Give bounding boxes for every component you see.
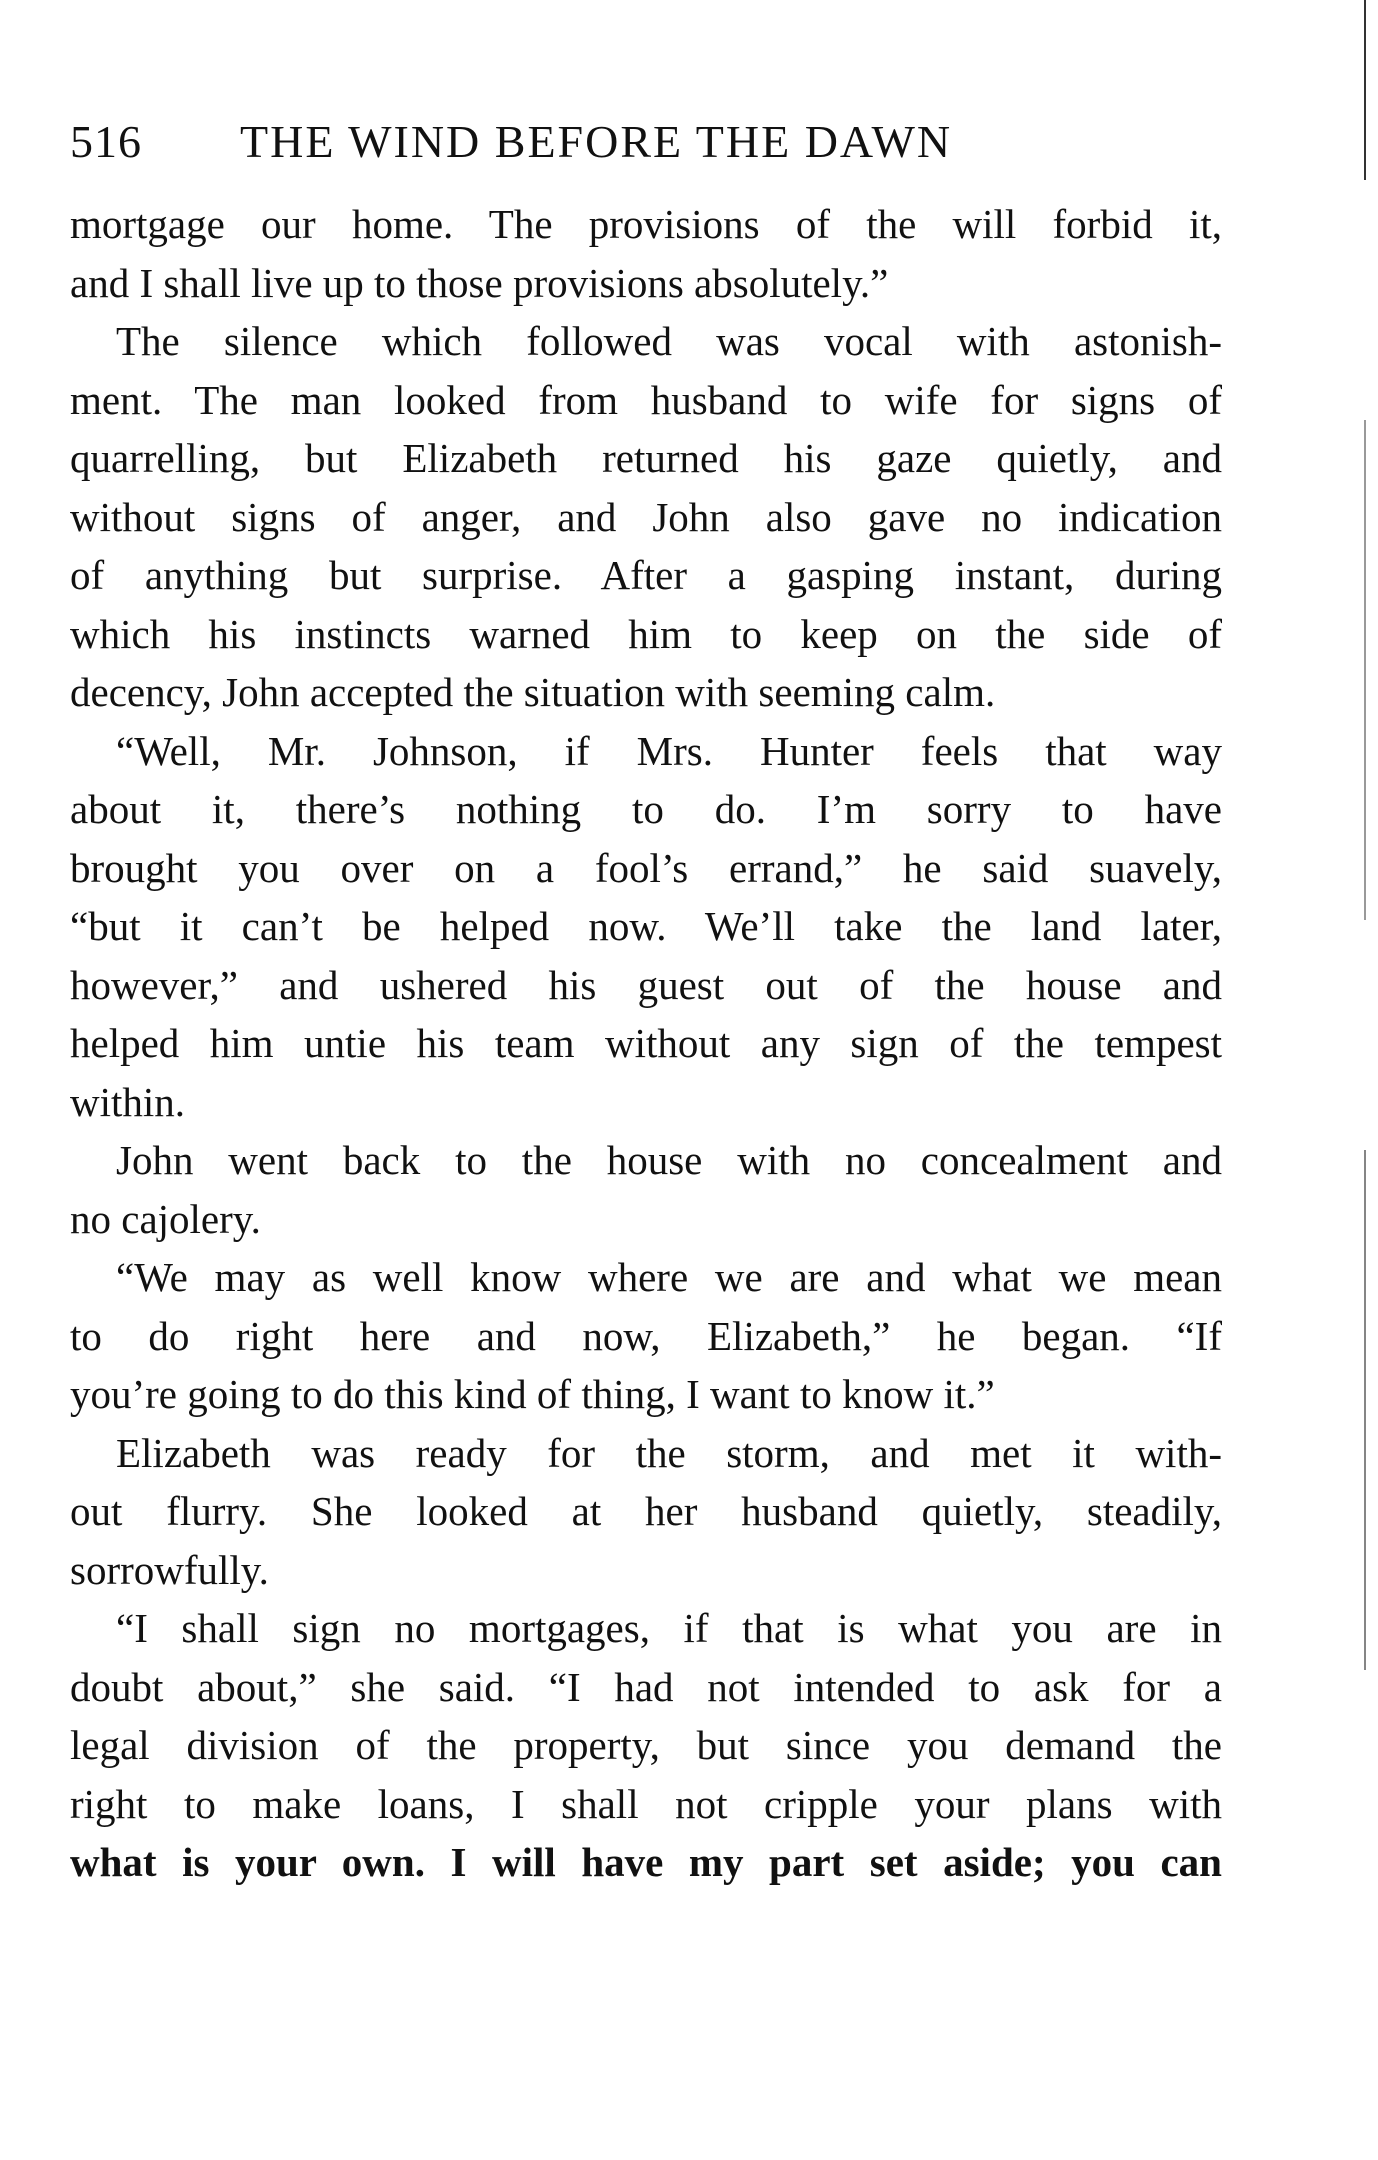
- text-line: sorrowfully.: [70, 1546, 269, 1593]
- edge-mark: [1364, 0, 1366, 180]
- text-line: quarrelling, but Elizabeth returned his gaze quietly, and: [70, 435, 1222, 481]
- text-line: The silence which followed was vocal with astonish-: [116, 318, 1222, 364]
- text-line: “I shall sign no mortgages, if that is what you are in: [116, 1605, 1222, 1651]
- edge-mark: [1364, 420, 1366, 920]
- text-line: “Well, Mr. Johnson, if Mrs. Hunter feels that way: [116, 727, 1222, 774]
- text-line: legal division of the property, but since you demand the: [70, 1722, 1222, 1768]
- text-line: however,” and ushered his guest out of the house and: [70, 961, 1222, 1008]
- text-line: out flurry. She looked at her husband quietly, steadily,: [70, 1488, 1222, 1534]
- text-line: helped him untie his team without any sign of the tempest: [70, 1020, 1222, 1066]
- text-line: without signs of anger, and John also gave no indication: [70, 493, 1222, 540]
- running-title: THE WIND BEFORE THE DAWN: [240, 116, 953, 167]
- page-edge-scan-marks: [1358, 0, 1370, 2160]
- page-number: 516: [70, 116, 142, 167]
- text-line: “We may as well know where we are and what we mean: [116, 1254, 1222, 1300]
- text-line: you’re going to do this kind of thing, I want to know it.”: [70, 1371, 995, 1417]
- text-line: to do right here and now, Elizabeth,” he began. “If: [70, 1312, 1222, 1359]
- text-line: decency, John accepted the situation with seeming calm.: [70, 669, 996, 715]
- text-line: right to make loans, I shall not cripple your plans with: [70, 1780, 1222, 1827]
- text-line: mortgage our home. The provisions of the will forbid it,: [70, 201, 1222, 247]
- text-line: Elizabeth was ready for the storm, and met it with-: [116, 1429, 1222, 1476]
- text-line: John went back to the house with no concealment and: [116, 1137, 1222, 1183]
- text-line: which his instincts warned him to keep on the side of: [70, 610, 1222, 657]
- running-head: [70, 115, 1220, 175]
- text-line: ment. The man looked from husband to wife for signs of: [70, 376, 1222, 423]
- body-text: [70, 195, 1222, 1892]
- text-line: doubt about,” she said. “I had not intended to ask for a: [70, 1663, 1222, 1710]
- text-line: and I shall live up to those provisions absolutely.”: [70, 259, 889, 306]
- text-line: “but it can’t be helped now. We’ll take the land later,: [70, 903, 1222, 949]
- text-line: brought you over on a fool’s errand,” he said suavely,: [70, 844, 1222, 891]
- text-line: no cajolery.: [70, 1195, 261, 1242]
- text-line: what is your own. I will have my part set aside; you can: [70, 1839, 1222, 1885]
- text-line: within.: [70, 1078, 186, 1125]
- text-line: of anything but surprise. After a gasping instant, during: [70, 552, 1222, 598]
- text-line: about it, there’s nothing to do. I’m sorry to have: [70, 786, 1222, 832]
- edge-mark: [1364, 1150, 1366, 1670]
